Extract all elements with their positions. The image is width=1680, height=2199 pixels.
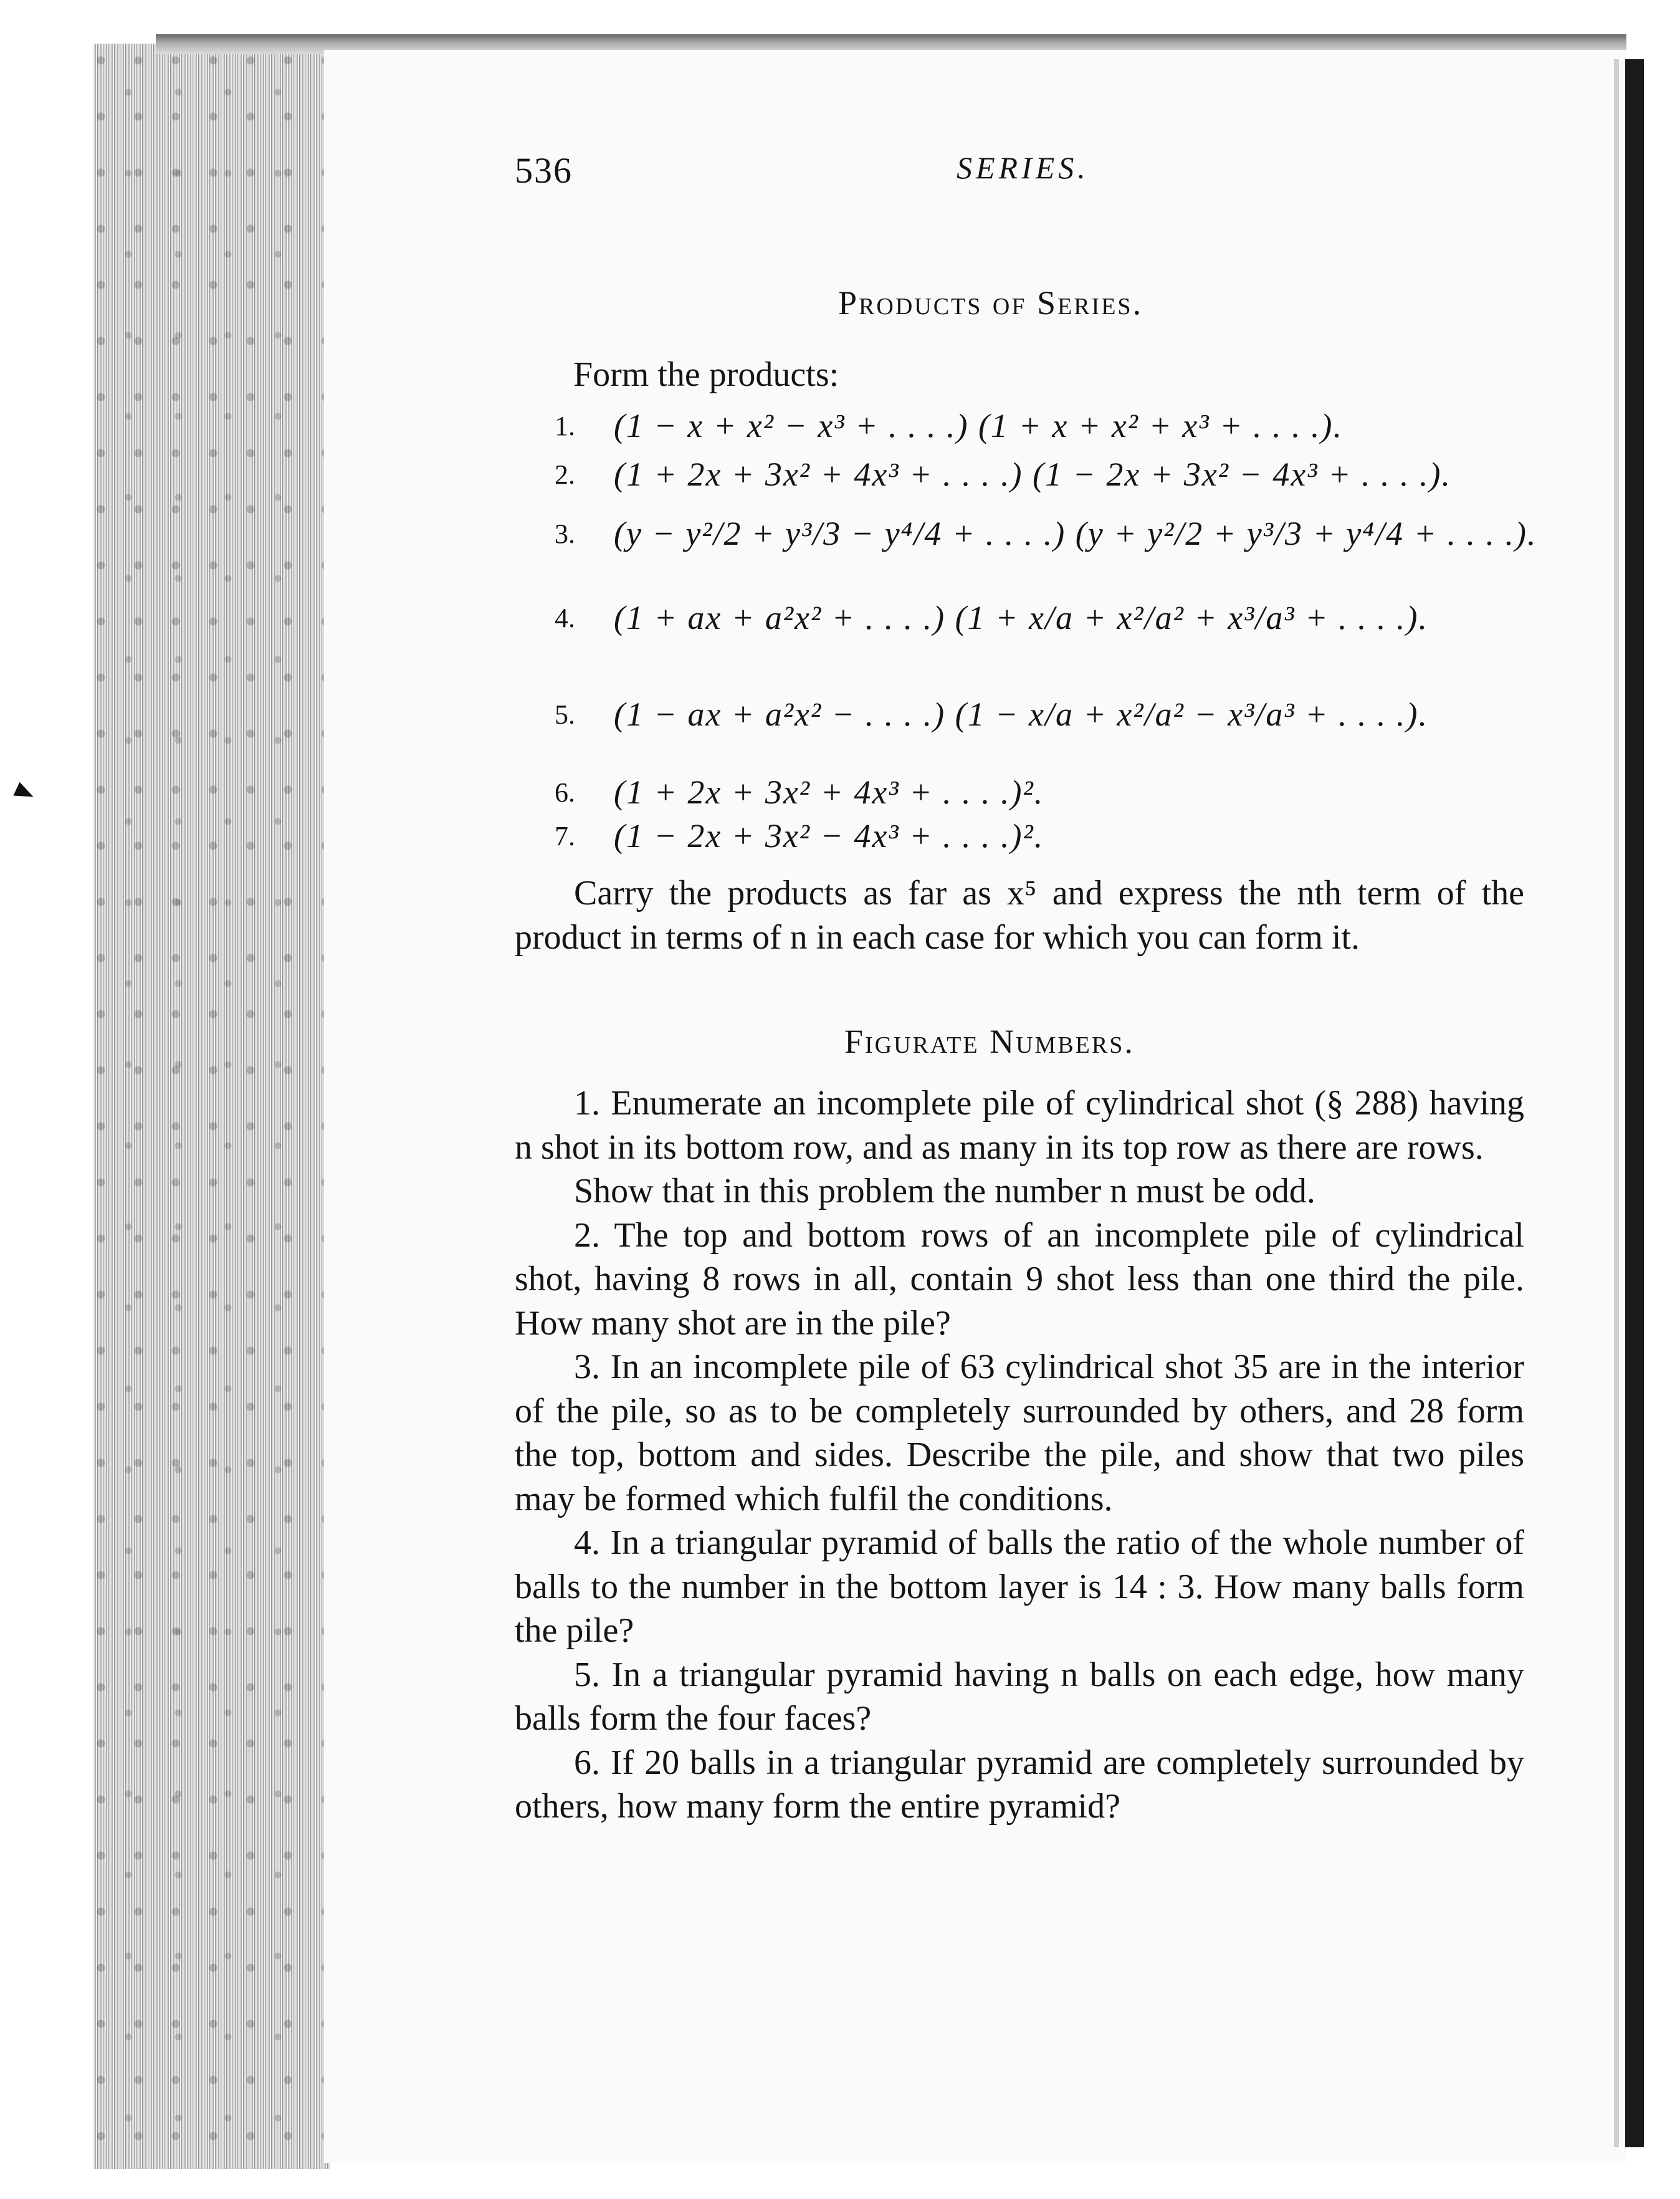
facing-page-edge — [1625, 59, 1644, 2147]
page-number: 536 — [515, 150, 573, 191]
problem-2: 2. The top and bottom rows of an incomplete pile of cylindrical shot, having 8 rows in all, contain 9 shot less than one third the pile. How many shot are in the pile? — [515, 1215, 1524, 1343]
products-intro: Form the products: — [573, 355, 839, 394]
problem-1: 1. Enumerate an incomplete pile of cylindrical shot (§ 288) having n shot in its bottom row, and as many in its top row as there are rows. — [515, 1084, 1524, 1167]
products-note-text: Carry the products as far as x⁵ and express the nth term of the product in terms of n in each case for which you can form it. — [515, 874, 1524, 957]
equation-number: 7. — [555, 820, 575, 851]
equation-expression: (1 + ax + a²x² + . . . .) (1 + x/a + x²/a² + x³/a³ + . . . .). — [614, 599, 1428, 636]
equation-number: 2. — [555, 459, 575, 490]
equation-4 — [555, 598, 1428, 637]
equation-2 — [555, 455, 1451, 494]
equation-3 — [555, 514, 1537, 553]
equation-expression: (1 − 2x + 3x² − 4x³ + . . . .)². — [614, 817, 1044, 855]
equation-expression: (1 − ax + a²x² − . . . .) (1 − x/a + x²/a² − x³/a³ + . . . .). — [614, 696, 1428, 733]
equation-number: 5. — [555, 699, 575, 730]
equation-number: 4. — [555, 602, 575, 633]
problem-1-note: Show that in this problem the number n must be odd. — [574, 1172, 1315, 1210]
problem-4: 4. In a triangular pyramid of balls the ratio of the whole number of balls to the number in the bottom layer is 14 : 3. How many balls form the pile? — [515, 1523, 1524, 1650]
problem-3: 3. In an incomplete pile of 63 cylindrical shot 35 are in the interior of the pile, so as to be completely surrounded by others, and 28 form the top, bottom and sides. Describe the pile, and show that two piles may be formed which fulfil the conditions. — [515, 1348, 1524, 1518]
scan-mark-arrow-icon — [13, 782, 36, 803]
equation-7 — [555, 817, 1044, 855]
figurate-problems — [515, 1081, 1524, 1829]
section-heading-products: Products of Series. — [838, 284, 1143, 322]
section-heading-figurate: Figurate Numbers. — [844, 1023, 1135, 1060]
equation-6 — [555, 773, 1044, 812]
facing-page-gutter — [1614, 59, 1619, 2147]
problem-5: 5. In a triangular pyramid having n balls on each edge, how many balls form the four faces? — [515, 1655, 1524, 1738]
equation-expression: (1 + 2x + 3x² + 4x³ + . . . .) (1 − 2x + 3x² − 4x³ + . . . .). — [614, 456, 1452, 493]
equation-number: 6. — [555, 777, 575, 808]
equation-1 — [555, 406, 1343, 445]
equation-expression: (1 − x + x² − x³ + . . . .) (1 + x + x² + x³ + . . . .). — [614, 407, 1344, 444]
products-note — [515, 871, 1524, 959]
equation-expression: (1 + 2x + 3x² + 4x³ + . . . .)². — [614, 774, 1044, 811]
problem-6: 6. If 20 balls in a triangular pyramid are completely surrounded by others, how many form the entire pyramid? — [515, 1743, 1524, 1826]
equation-number: 1. — [555, 410, 575, 441]
equation-expression: (y − y²/2 + y³/3 − y⁴/4 + . . . .) (y + y²/2 + y³/3 + y⁴/4 + . . . .). — [614, 515, 1537, 552]
page-edge-speckle — [93, 44, 330, 2169]
equation-number: 3. — [555, 518, 575, 549]
equation-5 — [555, 695, 1428, 734]
running-head: SERIES. — [957, 150, 1089, 185]
